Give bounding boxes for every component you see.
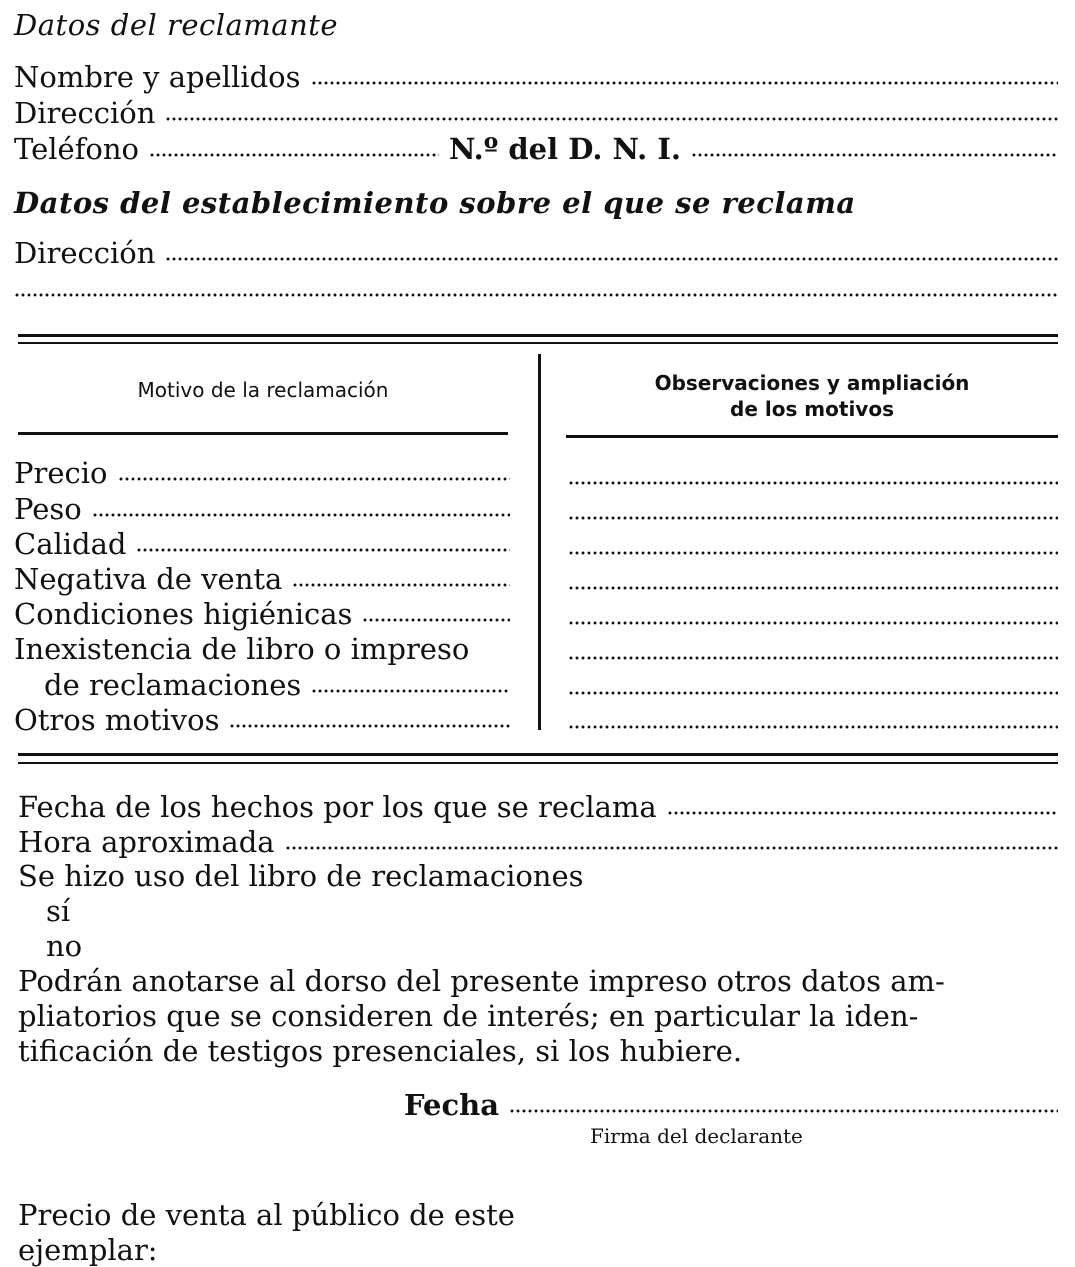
observation-line-5[interactable] (568, 620, 1058, 626)
reason-price-dots (118, 476, 510, 482)
establishment-address-field[interactable] (14, 236, 1058, 270)
reason-other[interactable] (14, 703, 510, 737)
reason-no-book-label: de reclamaciones (44, 668, 302, 702)
establishment-heading: Datos del establecimiento sobre el que se reclama (14, 186, 856, 220)
reason-other-dots (229, 723, 510, 729)
observation-line-7[interactable] (568, 690, 1058, 696)
reasons-left-header: Motivo de la reclamación (137, 378, 389, 402)
facts-time-field[interactable] (18, 825, 1058, 859)
signature-date-field[interactable] (404, 1088, 1058, 1122)
reason-no-book[interactable] (44, 668, 510, 702)
reason-weight[interactable] (14, 492, 510, 526)
claimant-address-label: Dirección (14, 96, 156, 130)
facts-note-line2: pliatorios que se consideren de interés; en particular la iden- (18, 999, 919, 1033)
reason-weight-dots (92, 512, 510, 518)
reason-refusal[interactable] (14, 562, 510, 596)
left-header-underline (18, 432, 508, 435)
facts-date-label: Fecha de los hechos por los que se reclama (18, 790, 657, 824)
establishment-address-label: Dirección (14, 236, 156, 270)
claimant-name-label: Nombre y apellidos (14, 60, 301, 94)
reasons-right-header-line2: de los motivos (730, 397, 894, 421)
reason-price[interactable] (14, 456, 510, 490)
top-double-rule-a (18, 334, 1058, 337)
claimant-phone-label: Teléfono (14, 132, 140, 166)
reason-hygiene[interactable] (14, 597, 510, 631)
bottom-double-rule-b (18, 762, 1058, 764)
observation-line-8[interactable] (568, 724, 1058, 730)
price-line1: Precio de venta al público de este (18, 1198, 515, 1232)
price-line2: ejemplar: (18, 1233, 158, 1267)
facts-time-label: Hora aproximada (18, 825, 275, 859)
reason-refusal-dots (292, 582, 510, 588)
facts-note-line3: tificación de testigos presenciales, si los hubiere. (18, 1034, 743, 1068)
facts-date-field[interactable] (18, 790, 1058, 824)
reason-quality-label: Calidad (14, 527, 127, 561)
claimant-phone-dni-field[interactable] (14, 132, 1058, 166)
facts-book-used: Se hizo uso del libro de reclamaciones (18, 859, 584, 893)
facts-no-option[interactable]: no (46, 929, 83, 963)
reason-no-book-dots (311, 688, 510, 694)
reason-no-book-line1[interactable]: Inexistencia de libro o impreso (14, 632, 470, 666)
reason-hygiene-dots (362, 617, 510, 623)
claimant-dni-label: N.º del D. N. I. (449, 132, 682, 166)
observation-line-4[interactable] (568, 585, 1058, 591)
claimant-name-field[interactable] (14, 60, 1058, 94)
claimant-address-field[interactable] (14, 96, 1058, 130)
reason-quality-dots (136, 547, 510, 553)
observation-line-6[interactable] (568, 655, 1058, 661)
signature-date-dots (509, 1108, 1058, 1114)
bottom-double-rule-a (18, 753, 1058, 756)
signature-date-label: Fecha (404, 1088, 499, 1122)
signature-signer-label: Firma del declarante (590, 1124, 803, 1148)
column-divider (538, 354, 541, 730)
facts-yes-option[interactable]: sí (46, 894, 71, 928)
reason-price-label: Precio (14, 456, 108, 490)
claimant-address-dots (165, 116, 1058, 122)
establishment-address-dots-2[interactable] (14, 292, 1058, 298)
facts-note-line1: Podrán anotarse al dorso del presente impreso otros datos am- (18, 964, 945, 998)
facts-time-dots (285, 845, 1058, 851)
reason-weight-label: Peso (14, 492, 82, 526)
facts-date-dots (667, 810, 1058, 816)
reason-refusal-label: Negativa de venta (14, 562, 283, 596)
observation-line-3[interactable] (568, 550, 1058, 556)
claimant-name-dots (311, 80, 1059, 86)
observation-line-1[interactable] (568, 480, 1058, 486)
observation-line-2[interactable] (568, 515, 1058, 521)
claimant-heading: Datos del reclamante (14, 8, 339, 42)
claimant-phone-dots (149, 152, 439, 158)
establishment-address-dots (165, 256, 1058, 262)
reasons-right-header-line1: Observaciones y ampliación (654, 371, 970, 395)
reason-quality[interactable] (14, 527, 510, 561)
right-header-underline (566, 435, 1058, 438)
reason-other-label: Otros motivos (14, 703, 220, 737)
reason-hygiene-label: Condiciones higiénicas (14, 597, 353, 631)
claimant-dni-dots (691, 152, 1058, 158)
top-double-rule-b (18, 342, 1058, 344)
